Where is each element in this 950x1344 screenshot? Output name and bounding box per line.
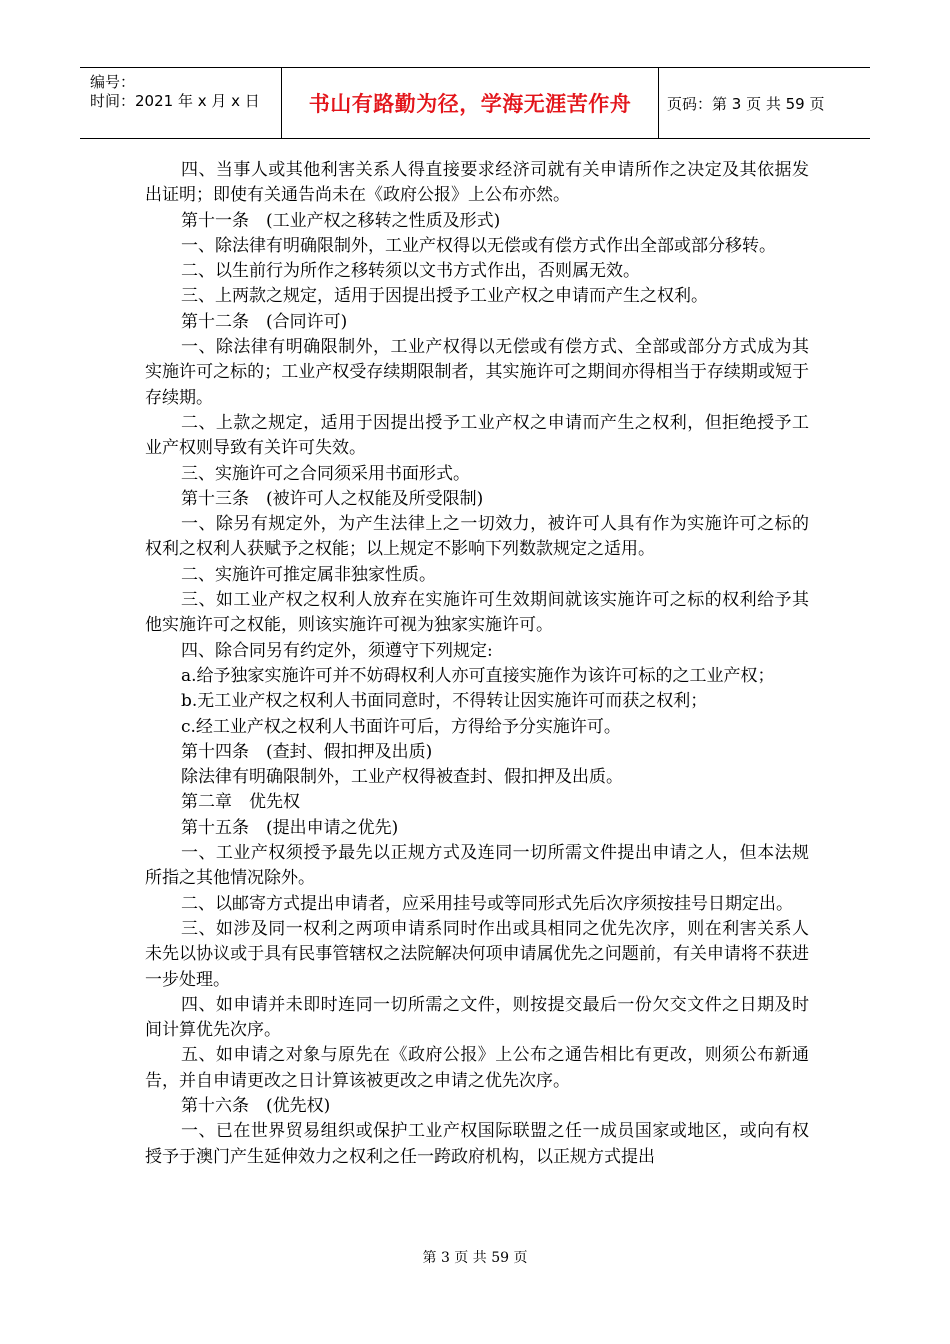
header-motto: 书山有路勤为径，学海无涯苦作舟 (282, 68, 659, 138)
page-footer: 第 3 页 共 59 页 (422, 1250, 528, 1266)
paragraph: 一、除另有规定外，为产生法律上之一切效力，被许可人具有作为实施许可之标的权利之权利人获赋予之权能；以上规定不影响下列数款规定之适用。 (145, 514, 809, 560)
paragraph: 二、上款之规定，适用于因提出授予工业产权之申请而产生之权利，但拒绝授予工业产权则导致有关许可失效。 (145, 412, 809, 459)
chapter-heading: 第二章 优先权 (181, 792, 300, 813)
article-heading: 第十六条 (优先权) (181, 1095, 331, 1116)
paragraph: 一、已在世界贸易组织或保护工业产权国际联盟之任一成员国家或地区，或向有权授予于澳门产生延伸效力之权利之任一跨政府机构，以正规方式提出 (145, 1121, 809, 1167)
paragraph: 二、以邮寄方式提出申请者，应采用挂号或等同形式先后次序须按挂号日期定出。 (181, 893, 793, 914)
paragraph: 除法律有明确限制外，工业产权得被查封、假扣押及出质。 (181, 767, 623, 788)
article-heading: 第十三条 (被许可人之权能及所受限制) (181, 488, 484, 509)
article-heading: 第十一条 (工业产权之移转之性质及形式) (181, 210, 501, 231)
article-heading: 第十二条 (合同许可) (181, 311, 348, 332)
paragraph: 四、如申请并未即时连同一切所需之文件，则按提交最后一份欠交文件之日期及时间计算优先次序。 (145, 994, 809, 1041)
paragraph: 三、如涉及同一权利之两项申请系同时作出或具相同之优先次序，则在利害关系人未先以协议或于具有民事管辖权之法院解决何项申请属优先之问题前，有关申请将不获进一步处理。 (145, 918, 809, 990)
page-header (80, 67, 870, 139)
list-item: a.给予独家实施许可并不妨碍权利人亦可直接实施作为该许可标的之工业产权； (181, 665, 775, 686)
paragraph: 三、上两款之规定，适用于因提出授予工业产权之申请而产生之权利。 (181, 286, 708, 307)
paragraph: 二、以生前行为所作之移转须以文书方式作出，否则属无效。 (181, 261, 640, 282)
header-meta (80, 68, 282, 138)
paragraph: 四、除合同另有约定外，须遵守下列规定: (181, 640, 493, 661)
list-item: c.经工业产权之权利人书面许可后，方得给予分实施许可。 (181, 716, 621, 737)
article-heading: 第十四条 (查封、假扣押及出质) (181, 741, 433, 762)
header-page-label: 页码：第 3 页 共 59 页 (667, 94, 825, 113)
document-date-label: 时间：2021 年 x 月 x 日 (90, 92, 260, 110)
paragraph: 二、实施许可推定属非独家性质。 (181, 564, 436, 585)
document-body (145, 158, 809, 1170)
paragraph: 一、除法律有明确限制外，工业产权得以无偿或有偿方式作出全部或部分移转。 (181, 235, 776, 256)
paragraph: 一、除法律有明确限制外，工业产权得以无偿或有偿方式、全部或部分方式成为其实施许可之标的；工业产权受存续期限制者，其实施许可之期间亦得相当于存续期或短于存续期。 (145, 337, 809, 408)
paragraph: 一、工业产权须授予最先以正规方式及连同一切所需文件提出申请之人，但本法规所指之其他情况除外。 (145, 843, 809, 889)
paragraph: 五、如申请之对象与原先在《政府公报》上公布之通告相比有更改，则须公布新通告，并自申请更改之日计算该被更改之申请之优先次序。 (145, 1045, 809, 1091)
paragraph: 三、实施许可之合同须采用书面形式。 (181, 463, 470, 484)
article-heading: 第十五条 (提出申请之优先) (181, 817, 399, 838)
paragraph: 三、如工业产权之权利人放弃在实施许可生效期间就该实施许可之标的权利给予其他实施许可之权能，则该实施许可视为独家实施许可。 (145, 590, 809, 636)
document-number-label: 编号： (90, 73, 136, 91)
paragraph: 四、当事人或其他利害关系人得直接要求经济司就有关申请所作之决定及其依据发出证明；即使有关通告尚未在《政府公报》上公布亦然。 (145, 160, 809, 206)
list-item: b.无工业产权之权利人书面同意时，不得转让因实施许可而获之权利； (181, 691, 708, 712)
